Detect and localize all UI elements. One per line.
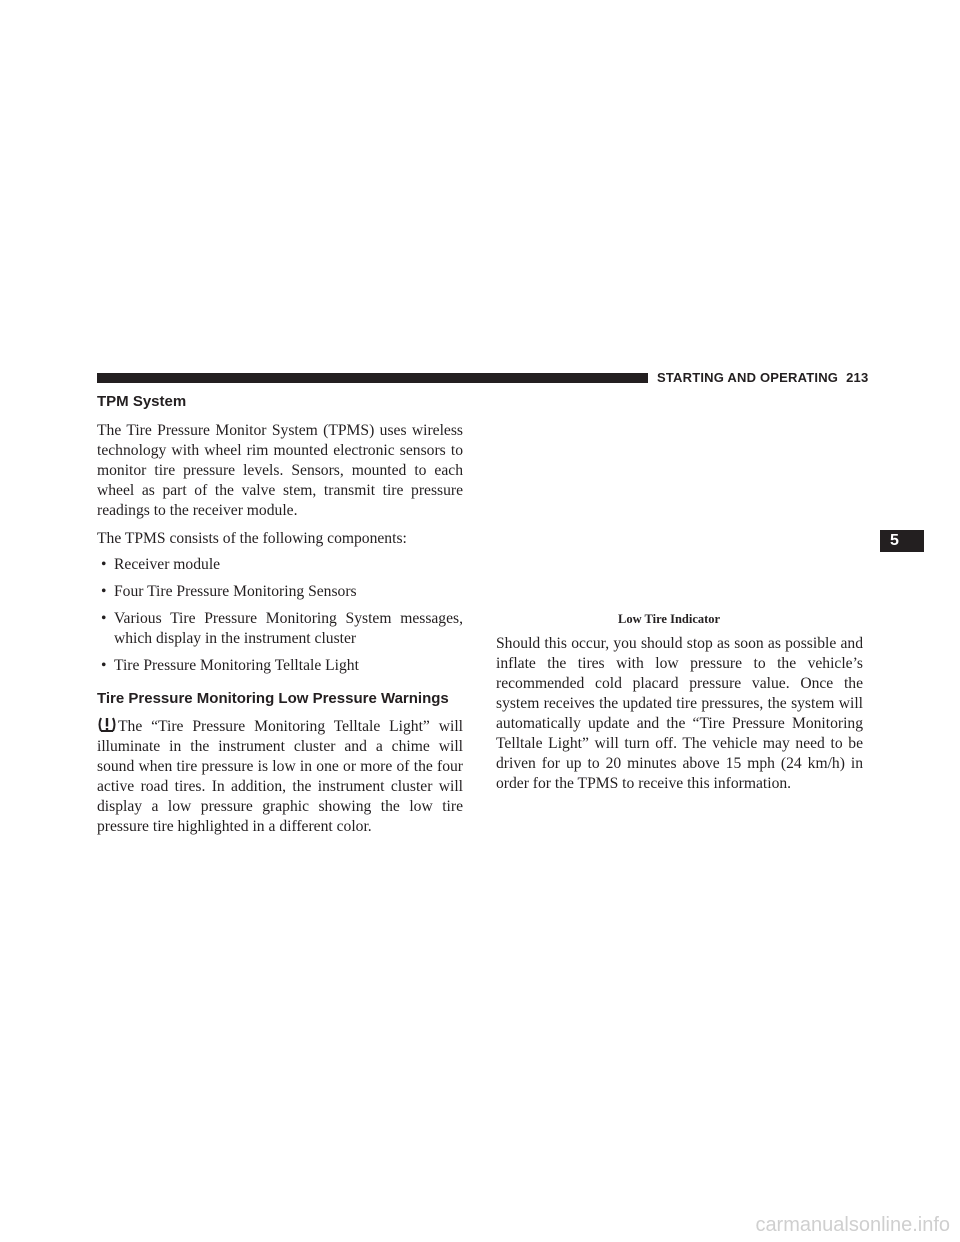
chapter-tab: 5 — [880, 530, 924, 552]
right-column — [496, 634, 863, 794]
page-number: 213 — [846, 370, 869, 385]
watermark: carmanualsonline.info — [755, 1214, 950, 1236]
warnings-paragraph: The “Tire Pressure Monitoring Telltale Light” will illuminate in the instrument cluster and a chime will sound when tire pressure is low in one or more of the four active road tires. In addition, the instrument cluster will display a low pressure graphic showing the low tire pressure tire highlighted in a different color. — [97, 718, 463, 835]
intro-paragraph: The Tire Pressure Monitor System (TPMS) uses wireless technology with wheel rim mounted electronic sensors to monitor tire pressure levels. Sensors, mounted to each wheel as part of the valve stem, transmit tire pressure readings to the receiver module. — [97, 422, 463, 519]
header-rule — [97, 373, 648, 383]
bullet-icon: • — [101, 657, 107, 674]
components-lead: The TPMS consists of the following components: — [97, 530, 407, 547]
left-column — [97, 393, 463, 837]
bullet-icon: • — [101, 583, 107, 600]
list-item: • Four Tire Pressure Monitoring Sensors — [101, 583, 357, 600]
section-heading-low-pressure-warnings: Tire Pressure Monitoring Low Pressure Warnings — [97, 690, 449, 707]
bullet-icon: • — [101, 610, 107, 627]
running-header — [657, 370, 868, 385]
list-item: • Receiver module — [101, 556, 221, 573]
list-item: • Tire Pressure Monitoring Telltale Light — [101, 657, 359, 674]
tpms-telltale-icon — [97, 716, 117, 733]
section-heading-tpm-system: TPM System — [97, 393, 187, 410]
bullet-icon: • — [101, 556, 107, 573]
section-title: STARTING AND OPERATING — [657, 370, 839, 385]
list-item: • Various Tire Pressure Monitoring System messages, which display in the instrument cluster — [101, 610, 463, 647]
figure-caption: Low Tire Indicator — [618, 612, 721, 626]
right-paragraph: Should this occur, you should stop as soon as possible and inflate the tires with low pressure to the vehicle’s recommended cold placard pressure value. Once the system receives the updated tire pressures, the system will automatically update and the “Tire Pressure Monitoring Telltale Light” will turn off. The vehicle may need to be driven for up to 20 minutes above 15 mph (24 km/h) in order for the TPMS to receive this information. — [496, 635, 863, 792]
components-list — [97, 555, 463, 676]
